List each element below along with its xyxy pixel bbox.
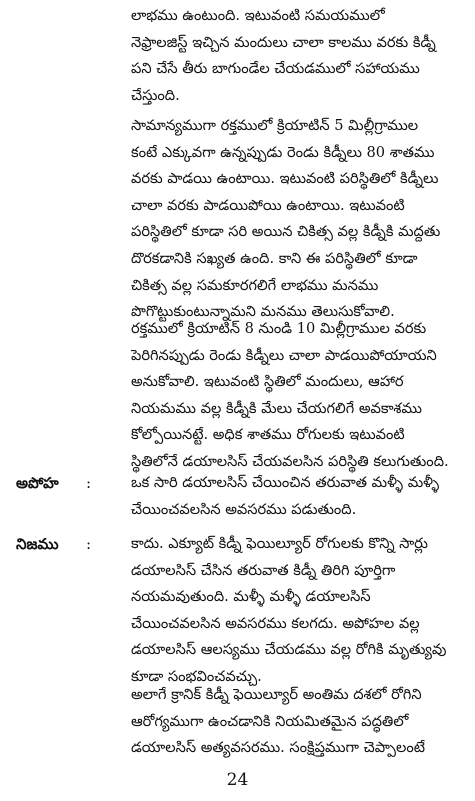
paragraph-line: చేస్తుంది.	[131, 86, 180, 104]
paragraph-line: రక్తములో క్రియాటిన్ 8 నుండి 10 మిల్లీగ్రాముల వరకు	[131, 320, 427, 337]
paragraph-3	[131, 316, 457, 476]
paragraph-line: డయాలసిస్ అత్యవసరము. సంక్షిప్తముగా చెప్పాలంటే	[131, 739, 425, 757]
paragraph-line: వరకు పాడయి ఉంటాయి. ఇటువంటి పరిస్థితిలో కిడ్నీలు	[131, 170, 439, 188]
misconception-colon: :	[86, 474, 92, 492]
paragraph-line: కూడా సంభవించవచ్చు.	[131, 667, 262, 685]
paragraph-line: కోల్పోయినట్టే. అధిక శాతము రోగులకు ఇటువంటి	[131, 426, 405, 444]
paragraph-line: చేయించవలసిన అవసరము కలగదు. అపోహల వల్ల	[131, 614, 420, 632]
paragraph-line: చాలా వరకు పాడయిపోయి ఉంటాయి. ఇటువంటి	[131, 196, 405, 214]
paragraph-line: లాభము ఉంటుంది. ఇటువంటి సమయములో	[131, 7, 385, 24]
paragraph-line: పరిస్థితిలో కూడా సరి అయిన చికిత్స వల్ల కిడ్నీకి మద్దతు	[131, 223, 441, 241]
paragraph-line: అలాగే క్రానిక్ కిడ్నీ ఫెయిల్యూర్ అంతిమ దశలో రోగిని	[131, 686, 422, 703]
paragraph-line: దొరకడానికి సఖ్యత ఉంది. కాని ఈ పరిస్థితిలో కూడా	[131, 249, 418, 267]
paragraph-line: కాదు. ఎక్యూట్ కిడ్నీ ఫెయిల్యూర్ రోగులకు కొన్ని సార్లు	[131, 535, 428, 552]
misconception-text	[131, 470, 457, 523]
paragraph-line: నయమవుతుంది. మళ్ళీ మళ్ళీ డయాలసిస్	[131, 588, 371, 606]
fact-colon: :	[86, 535, 92, 553]
paragraph-line: నెఫ్రాలజిస్ట్ ఇచ్చిన మందులు చాలా కాలము వరకు కిడ్నీ	[131, 33, 436, 51]
paragraph-line: పెరిగినప్పుడు రెండు కిడ్నీలు చాలా పాడయిపోయాయని	[131, 346, 437, 364]
paragraph-line: చికిత్స వల్ల సమకూరగలిగే లాభము మనము	[131, 276, 379, 294]
paragraph-line: ఆరోగ్యముగా ఉంచడానికి నియమితమైన పద్ధతిలో	[131, 712, 409, 730]
paragraph-line: పని చేసే తీరు బాగుండేల చేయడములో సహాయము	[131, 60, 420, 78]
fact-label: నిజము	[16, 535, 59, 553]
paragraph-line: అనుకోవాలి. ఇటువంటి స్థితిలో మందులు, ఆహార	[131, 373, 404, 391]
misconception-label: అపోహ	[16, 474, 59, 492]
paragraph-2	[131, 113, 457, 326]
paragraph-line: నియమము వల్ల కిడ్నీకి మేలు చేయగలిగే అవకాశము	[131, 399, 422, 417]
paragraph-line: పొగొట్టుకుంటున్నామని మనము తెలుసుకోవాలి.	[131, 303, 395, 321]
paragraph-line: డయాలసిస్ చేసిన తరువాత కిడ్నీ తిరిగి పూర్తిగా	[131, 561, 396, 579]
paragraph-line: స్థితిలోనే డయాలసిస్ చేయవలసిన పరిస్థితి కలుగుతుంది.	[131, 452, 449, 470]
page-number: 24	[226, 770, 249, 790]
paragraph-line: సామాన్యముగా రక్తములో క్రియాటిన్ 5 మిల్లీగ్రాముల	[131, 117, 419, 134]
paragraph-line: చేయించవలసిన అవసరము పడుతుంది.	[131, 500, 357, 518]
paragraph-1	[131, 3, 457, 109]
fact-text	[131, 531, 457, 691]
paragraph-6	[131, 682, 457, 762]
paragraph-line: ఒక సారి డయాలసిస్ చేయించిన తరువాత మళ్ళీ మళ్ళీ	[131, 474, 440, 491]
paragraph-line: కంటే ఎక్కువగా ఉన్నప్పుడు రెండు కిడ్నీలు 80 శాతము	[131, 143, 435, 161]
paragraph-line: డయాలసిస్ ఆలస్యము చేయడము వల్ల రోగికి మృత్యువు	[131, 641, 447, 659]
